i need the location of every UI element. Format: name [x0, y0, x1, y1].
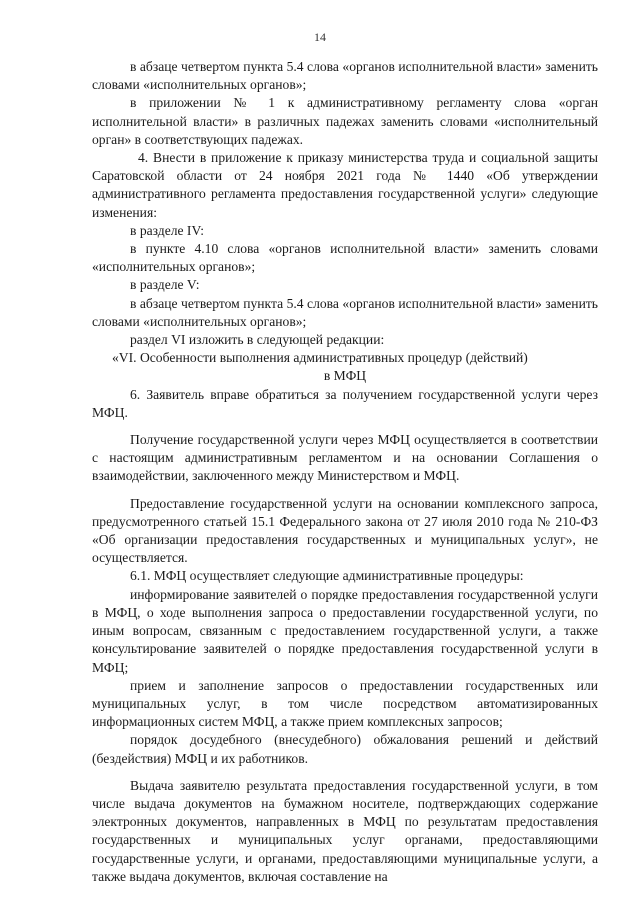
paragraph-2: в приложении № 1 к административному регламенту слова «орган исполнительной власти» в различных падежах заменить словами «исполнительный орган» в соответствующих падежах.: [92, 95, 598, 147]
paragraph-11: Предоставление государственной услуги на основании комплексного запроса, предусмотренного статьей 15.1 Федерального закона от 27 июля 2010 года № 210-ФЗ «Об организации предоставления государственных и муниципальных услуг», не осуществляется.: [92, 495, 598, 566]
paragraph-10: Получение государственной услуги через МФЦ осуществляется в соответствии с настоящим административным регламентом и на основании Соглашения о взаимодействии, заключенного между Министерством и МФЦ.: [92, 432, 598, 484]
paragraph-7: в абзаце четвертом пункта 5.4 слова «органов исполнительной власти» заменить словами «исполнительных органов»;: [92, 295, 598, 329]
paragraph-12: 6.1. МФЦ осуществляет следующие административные процедуры:: [130, 568, 524, 584]
paragraph-8: раздел VI изложить в следующей редакции:: [130, 332, 385, 348]
paragraph-1: в абзаце четвертом пункта 5.4 слова «органов исполнительной власти» заменить словами «исполнительных органов»;: [92, 59, 598, 93]
section-heading-line-1: «VI. Особенности выполнения административных процедур (действий): [112, 350, 528, 366]
paragraph-3: 4. Внести в приложение к приказу министерства труда и социальной защиты Саратовской области от 24 ноября 2021 года № 1440 «Об утверждении административного регламента предоставления государственной услуги» следующие изменения:: [92, 150, 598, 220]
paragraph-14: прием и заполнение запросов о предоставлении государственных или муниципальных услуг, в том числе посредством автоматизированных информационных систем МФЦ, а также прием комплексных запросов;: [92, 677, 598, 730]
page-number: 14: [314, 30, 326, 44]
paragraph-5: в пункте 4.10 слова «органов исполнительной власти» заменить словами «исполнительных органов»;: [92, 241, 598, 275]
paragraph-9: 6. Заявитель вправе обратиться за получением государственной услуги через МФЦ.: [92, 386, 598, 420]
section-heading-line-2: в МФЦ: [323, 368, 367, 384]
paragraph-6: в разделе V:: [130, 277, 200, 293]
document-body: [92, 58, 598, 886]
paragraph-16: Выдача заявителю результата предоставления государственной услуги, в том числе выдача документов на бумажном носителе, подтверждающих содержание электронных документов, направленных в МФЦ по результатам предоставления государственных и муниципальных услуг органами, предоставляющими государственные услуги, и органами, предоставляющими муниципальные услуги, а также выдача документов, включая составление на: [92, 777, 598, 884]
paragraph-13: информирование заявителей о порядке предоставления государственной услуги в МФЦ, о ходе выполнения запроса о предоставлении государственной услуги, по иным вопросам, связанным с предоставлением государственной услуги, а также консультирование заявителей о порядке предоставления государственной услуги в МФЦ;: [92, 586, 598, 675]
paragraph-15: порядок досудебного (внесудебного) обжалования решений и действий (бездействия) МФЦ и их работников.: [92, 732, 598, 766]
paragraph-4: в разделе IV:: [130, 222, 205, 238]
